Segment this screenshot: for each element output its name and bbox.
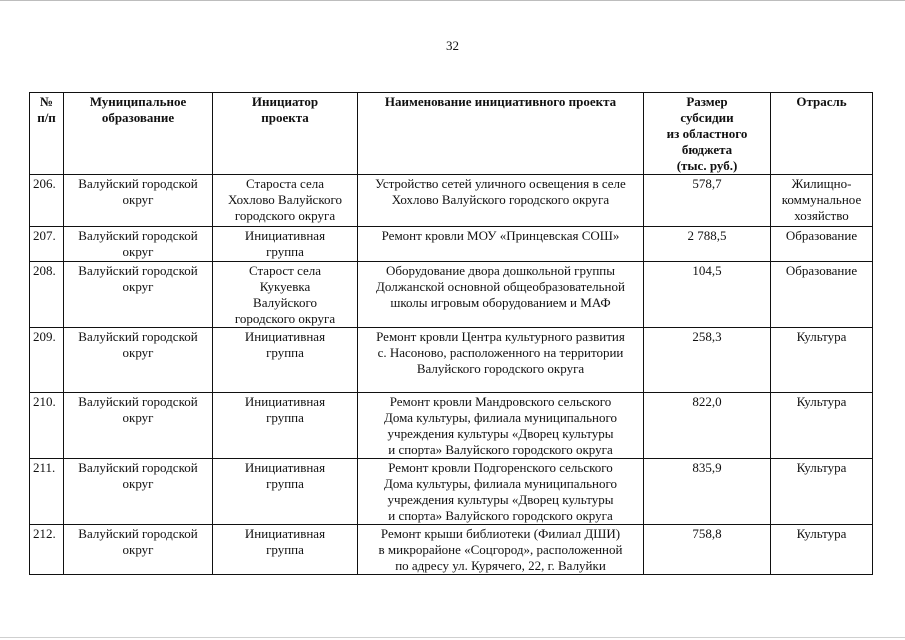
row-sector: Жилищно- коммунальное хозяйство — [771, 175, 873, 227]
row-project: Устройство сетей уличного освещения в селе Хохлово Валуйского городского округа — [358, 175, 644, 227]
row-initiator: Старост села Кукуевка Валуйского городского округа — [213, 262, 358, 328]
row-subsidy: 2 788,5 — [644, 227, 771, 262]
row-num: 208. — [30, 262, 64, 328]
row-num: 207. — [30, 227, 64, 262]
row-subsidy: 835,9 — [644, 459, 771, 525]
row-initiator: Инициативная группа — [213, 459, 358, 525]
row-municipality: Валуйский городской округ — [64, 525, 213, 575]
row-municipality: Валуйский городской округ — [64, 393, 213, 459]
row-project: Ремонт кровли Мандровского сельского Дома культуры, филиала муниципального учреждения культуры «Дворец культуры и спорта» Валуйского городского округа — [358, 393, 644, 459]
row-subsidy: 104,5 — [644, 262, 771, 328]
row-sector: Культура — [771, 459, 873, 525]
row-initiator: Инициативная группа — [213, 227, 358, 262]
table-row — [30, 262, 873, 328]
header-num: № п/п — [30, 93, 64, 175]
row-subsidy: 258,3 — [644, 328, 771, 393]
row-project: Оборудование двора дошкольной группы Должанской основной общеобразовательной школы игровым оборудованием и МАФ — [358, 262, 644, 328]
row-initiator: Староста села Хохлово Валуйского городского округа — [213, 175, 358, 227]
scan-edge-bottom — [0, 637, 905, 638]
row-initiator: Инициативная группа — [213, 525, 358, 575]
table-row — [30, 525, 873, 575]
row-project: Ремонт крыши библиотеки (Филиал ДШИ) в микрорайоне «Соцгород», расположенной по адресу ул. Курячего, 22, г. Валуйки — [358, 525, 644, 575]
row-sector: Культура — [771, 525, 873, 575]
table-row — [30, 328, 873, 393]
row-municipality: Валуйский городской округ — [64, 175, 213, 227]
row-num: 206. — [30, 175, 64, 227]
row-subsidy: 758,8 — [644, 525, 771, 575]
projects-table — [29, 92, 873, 575]
row-project: Ремонт кровли Подгоренского сельского Дома культуры, филиала муниципального учреждения культуры «Дворец культуры и спорта» Валуйского городского округа — [358, 459, 644, 525]
header-initiator: Инициатор проекта — [213, 93, 358, 175]
row-sector: Культура — [771, 393, 873, 459]
row-num: 212. — [30, 525, 64, 575]
table-row — [30, 459, 873, 525]
table-row — [30, 175, 873, 227]
header-sector: Отрасль — [771, 93, 873, 175]
row-municipality: Валуйский городской округ — [64, 227, 213, 262]
row-municipality: Валуйский городской округ — [64, 262, 213, 328]
row-num: 211. — [30, 459, 64, 525]
header-subsidy: Размер субсидии из областного бюджета (тыс. руб.) — [644, 93, 771, 175]
row-num: 209. — [30, 328, 64, 393]
row-subsidy: 578,7 — [644, 175, 771, 227]
row-municipality: Валуйский городской округ — [64, 328, 213, 393]
row-sector: Культура — [771, 328, 873, 393]
row-project: Ремонт кровли МОУ «Принцевская СОШ» — [358, 227, 644, 262]
table-header-row — [30, 93, 873, 175]
row-initiator: Инициативная группа — [213, 393, 358, 459]
scan-edge-top — [0, 0, 905, 1]
row-sector: Образование — [771, 262, 873, 328]
header-municipality: Муниципальное образование — [64, 93, 213, 175]
row-num: 210. — [30, 393, 64, 459]
row-municipality: Валуйский городской округ — [64, 459, 213, 525]
table-row — [30, 227, 873, 262]
page-number: 32 — [446, 38, 459, 53]
row-sector: Образование — [771, 227, 873, 262]
row-project: Ремонт кровли Центра культурного развития с. Насоново, расположенного на территории Валуйского городского округа — [358, 328, 644, 393]
table-row — [30, 393, 873, 459]
header-project: Наименование инициативного проекта — [358, 93, 644, 175]
row-initiator: Инициативная группа — [213, 328, 358, 393]
row-subsidy: 822,0 — [644, 393, 771, 459]
